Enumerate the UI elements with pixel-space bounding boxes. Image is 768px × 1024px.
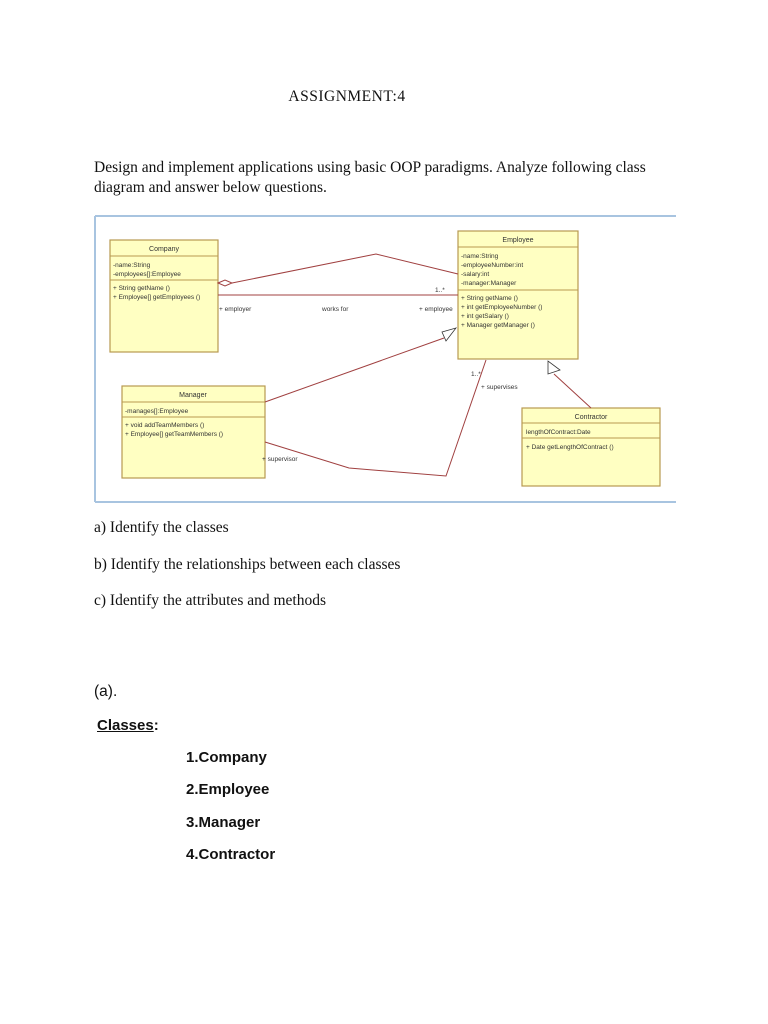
employee-method: + int getSalary () xyxy=(461,313,509,320)
company-method: + String getName () xyxy=(113,285,170,292)
manager-name: Manager xyxy=(179,392,207,399)
employee-attr: -manager:Manager xyxy=(461,280,517,287)
class-box-company xyxy=(110,240,218,352)
company-attr: -employees[]:Employee xyxy=(113,271,181,278)
multiplicity-label: 1..* xyxy=(471,371,481,378)
assignment-title: ASSIGNMENT:4 xyxy=(288,88,406,105)
employee-attr: -employeeNumber:int xyxy=(461,262,524,269)
manager-attr: -manages[]:Employee xyxy=(125,408,189,415)
association-supervises xyxy=(262,360,518,476)
class-box-contractor xyxy=(522,408,660,486)
class-box-employee xyxy=(458,231,578,359)
employee-method: + int getEmployeeNumber () xyxy=(461,304,543,311)
employee-attr: -salary:int xyxy=(461,271,490,278)
works-for-label: works for xyxy=(322,306,349,313)
association-works-for xyxy=(218,287,458,313)
supervisor-label: + supervisor xyxy=(262,456,298,463)
classes-heading xyxy=(97,717,159,734)
classes-heading-text: Classes xyxy=(97,717,154,734)
classes-heading-colon: : xyxy=(153,717,159,734)
class-list-item: 2.Employee xyxy=(186,781,270,798)
contractor-name: Contractor xyxy=(574,414,608,421)
answer-a-label: (a). xyxy=(94,683,118,700)
intro-paragraph: Design and implement applications using basic OOP paradigms. Analyze following class diagram and answer below questions. xyxy=(94,159,646,196)
question-b: b) Identify the relationships between each classes xyxy=(94,556,401,573)
employer-role-label: + employer xyxy=(219,306,252,313)
manager-method: + Employee[] getTeamMembers () xyxy=(125,431,224,438)
class-list-item: 3.Manager xyxy=(186,814,261,831)
manager-method: + void addTeamMembers () xyxy=(125,422,205,429)
multiplicity-label: 1..* xyxy=(435,287,445,294)
class-list-item: 4.Contractor xyxy=(186,846,276,863)
company-name: Company xyxy=(149,246,179,253)
company-method: + Employee[] getEmployees () xyxy=(113,294,201,301)
generalization-contractor-employee xyxy=(548,361,591,408)
supervises-label: + supervises xyxy=(481,384,518,391)
class-list-item: 1.Company xyxy=(186,749,267,766)
question-a: a) Identify the classes xyxy=(94,519,229,536)
aggregation-company-employee xyxy=(218,254,458,286)
contractor-method: + Date getLengthOfContract () xyxy=(526,444,614,451)
employee-attr: -name:String xyxy=(461,253,499,260)
uml-class-diagram xyxy=(94,214,676,503)
company-attr: -name:String xyxy=(113,262,151,269)
class-box-manager xyxy=(122,386,265,478)
generalization-manager-employee xyxy=(265,328,456,402)
employee-method: + Manager getManager () xyxy=(461,322,535,329)
question-c: c) Identify the attributes and methods xyxy=(94,592,327,609)
employee-name: Employee xyxy=(502,237,534,244)
employee-method: + String getName () xyxy=(461,295,518,302)
employee-role-label: + employee xyxy=(419,306,453,313)
contractor-attr: lengthOfContract:Date xyxy=(526,429,591,436)
